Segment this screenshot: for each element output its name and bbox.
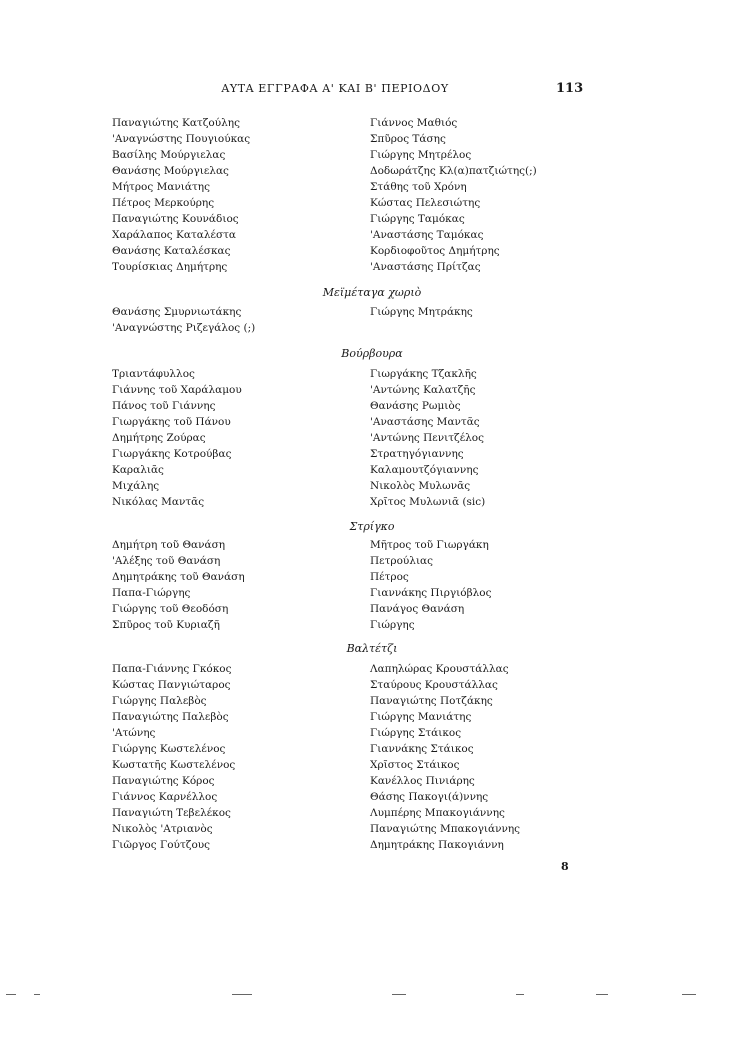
page-number: 113 — [556, 81, 584, 96]
left-column — [112, 366, 362, 510]
name-entry: Μιχάλης — [112, 480, 160, 492]
name-entry: Παπα-Γιάννης Γκόκος — [112, 663, 232, 675]
running-head: ΑΥΤΑ ΕΓΓΡΑΦΑ Α' ΚΑΙ Β' ΠΕΡΙΟΔΟΥ — [221, 82, 449, 95]
name-entry: Γιώργης Μητρέλος — [370, 149, 472, 161]
name-entry: Σταύρους Κρουστάλλας — [370, 679, 498, 691]
name-entry: Σπῦρος Τάσης — [370, 133, 446, 145]
name-entry: Παναγιώτης Κουνάδιος — [112, 213, 239, 225]
name-entry: Πανάγος Θανάση — [370, 603, 465, 615]
section-heading: Μεϊμέταγα χωριὸ — [322, 286, 422, 299]
name-entry: Θανάσης Καταλέσκας — [112, 245, 231, 257]
name-entry: 'Αντώνης Πενιτζέλος — [370, 432, 485, 444]
page-header — [0, 82, 744, 102]
right-column — [370, 366, 630, 510]
name-entry: Πάνος τοῦ Γιάννης — [112, 400, 216, 412]
name-entry: Παναγιώτης Κατζούλης — [112, 117, 240, 129]
name-entry: Γιάννης τοῦ Χαράλαμου — [112, 384, 242, 396]
name-entry: Λυμπέρης Μπακογιάννης — [370, 807, 505, 819]
name-entry: Γιώργης Παλεβὸς — [112, 695, 207, 707]
name-entry: Λαπηλώρας Κρουστάλλας — [370, 663, 509, 675]
name-entry: Στρατηγόγιαννης — [370, 448, 464, 460]
name-entry: Γιῶργος Γούτζους — [112, 839, 211, 851]
name-entry: Νικολὸς 'Ατριανὸς — [112, 823, 213, 835]
name-entry: 'Αναστάσης Μαντᾶς — [370, 416, 480, 428]
name-entry: Χρῖστος Στάικος — [370, 759, 460, 771]
name-entry: Χαράλαπος Καταλέστα — [112, 229, 237, 241]
left-column — [112, 661, 362, 853]
left-column — [112, 304, 362, 336]
right-column — [370, 661, 630, 853]
name-entry: Δοδωράτζης Κλ(α)πατζιώτης(;) — [370, 165, 537, 177]
name-entry: Σπῦρος τοῦ Κυριαζῆ — [112, 619, 220, 631]
name-entry: Θανάσης Σμυρνιωτάκης — [112, 306, 242, 318]
name-entry: Γιάννος Καρνέλλος — [112, 791, 218, 803]
name-entry: Δημήτρη τοῦ Θανάση — [112, 539, 226, 551]
name-entry: Γιαννάκης Στάικος — [370, 743, 474, 755]
left-column — [112, 537, 362, 633]
name-entry: 'Αλέξης τοῦ Θανάση — [112, 555, 221, 567]
name-entry: Πέτρος — [370, 571, 409, 583]
section-heading: Βαλτέτζι — [346, 642, 398, 655]
left-column — [112, 115, 362, 275]
name-entry: Καραλιᾶς — [112, 464, 164, 476]
right-column — [370, 304, 630, 320]
name-entry: Θανάσης Ρωμιὸς — [370, 400, 461, 412]
name-entry: Δημητράκης τοῦ Θανάση — [112, 571, 245, 583]
name-entry: Μῆτρος τοῦ Γιωργάκη — [370, 539, 489, 551]
name-entry: Παναγιώτης Παλεβὸς — [112, 711, 229, 723]
name-entry: Νικολὸς Μυλωνᾶς — [370, 480, 471, 492]
section-heading: Στρίγκο — [349, 520, 395, 533]
name-entry: Γιωργάκης τοῦ Πάνου — [112, 416, 231, 428]
name-entry: Κωστατῆς Κωστελένος — [112, 759, 236, 771]
name-entry: Θάσης Πακογι(ά)ννης — [370, 791, 489, 803]
name-entry: Γιώργης Ταμόκας — [370, 213, 465, 225]
name-entry: Τουρίσκιας Δημήτρης — [112, 261, 228, 273]
name-entry: Κανέλλος Πινιάρης — [370, 775, 475, 787]
name-entry: Παναγιώτης Ποτζάκης — [370, 695, 493, 707]
name-entry: 'Αναστάσης Ταμόκας — [370, 229, 484, 241]
name-entry: Στάθης τοῦ Χρόνη — [370, 181, 467, 193]
name-entry: 'Αντώνης Καλατζῆς — [370, 384, 476, 396]
name-entry: Γιώργης Μητράκης — [370, 306, 473, 318]
name-entry: 'Αναγνώστης Ριζεγάλος (;) — [112, 322, 256, 334]
name-entry: Πετρούλιας — [370, 555, 434, 567]
scan-edge-marks — [0, 990, 744, 1002]
name-entry: Γιωργάκης Κοτρούβας — [112, 448, 232, 460]
right-column — [370, 115, 630, 275]
name-entry: Γιώργης Στάικος — [370, 727, 462, 739]
name-entry: Γιωργάκης Τζακλῆς — [370, 368, 477, 380]
name-entry: Παναγιώτης Κόρος — [112, 775, 215, 787]
name-entry: Γιώργης Μανιάτης — [370, 711, 472, 723]
name-entry: Καλαμουτζόγιαννης — [370, 464, 479, 476]
name-entry: 'Ατώνης — [112, 727, 156, 739]
name-entry: Παναγιώτη Τεβελέκος — [112, 807, 231, 819]
signature-mark: 8 — [561, 860, 569, 873]
name-entry: Νικόλας Μαντᾶς — [112, 496, 205, 508]
name-entry: Παπα-Γιώργης — [112, 587, 191, 599]
name-entry: Δημητράκης Πακογιάννη — [370, 839, 504, 851]
name-entry: Τριαντάφυλλος — [112, 368, 195, 380]
right-column — [370, 537, 630, 633]
name-entry: Γιώργης — [370, 619, 415, 631]
name-entry: Γιώργης τοῦ Θεοδόση — [112, 603, 229, 615]
name-entry: Χρῖτος Μυλωνιᾶ (sic) — [370, 496, 486, 508]
name-entry: Δημήτρης Ζούρας — [112, 432, 206, 444]
name-entry: 'Αναγνώστης Πουγιούκας — [112, 133, 251, 145]
name-entry: Πέτρος Μερκούρης — [112, 197, 215, 209]
name-entry: Γιώργης Κωστελένος — [112, 743, 226, 755]
name-entry: Κορδιοφοῦτος Δημήτρης — [370, 245, 500, 257]
name-entry: Κώστας Πελεσιώτης — [370, 197, 481, 209]
name-entry: 'Αναστάσης Πρίτζας — [370, 261, 481, 273]
name-entry: Γιάννος Μαθιός — [370, 117, 458, 129]
name-entry: Γιαννάκης Πιργιόβλος — [370, 587, 492, 599]
name-entry: Θανάσης Μούργιελας — [112, 165, 229, 177]
name-entry: Μήτρος Μανιάτης — [112, 181, 210, 193]
section-heading: Βούρβουρα — [341, 347, 403, 360]
name-entry: Παναγιώτης Μπακογιάννης — [370, 823, 521, 835]
name-entry: Κώστας Πανγιώταρος — [112, 679, 231, 691]
name-entry: Βασίλης Μούργιελας — [112, 149, 226, 161]
